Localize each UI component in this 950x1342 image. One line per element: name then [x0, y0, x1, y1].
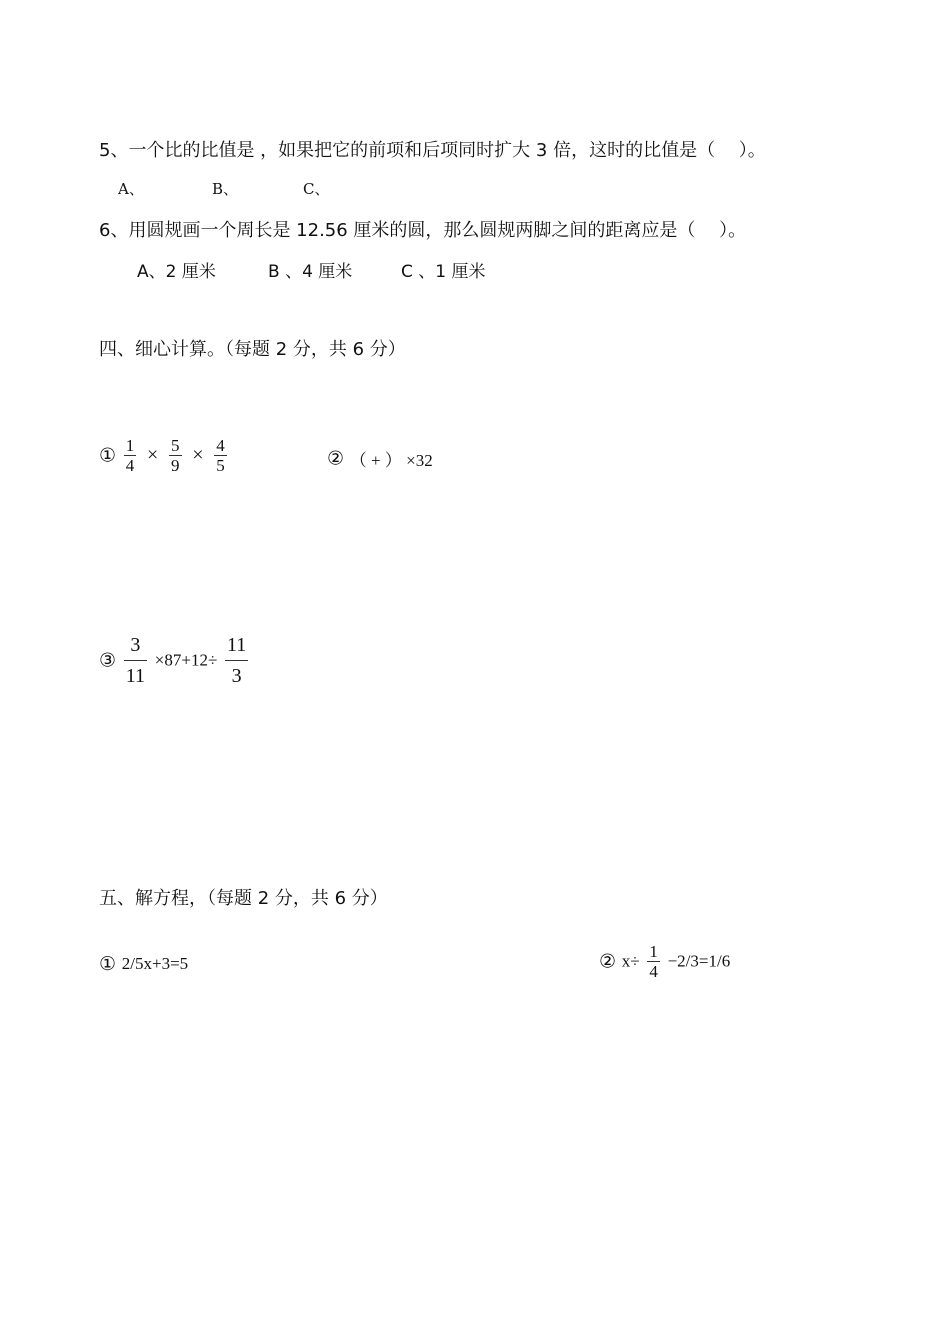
question-6-option-a: A、2 厘米: [137, 262, 216, 282]
fraction-5-9: [169, 436, 182, 475]
question-6-text: 6、用圆规画一个周长是 12.56 厘米的圆，那么圆规两脚之间的距离应是（ ）。: [99, 220, 747, 241]
question-6: [99, 216, 746, 242]
problem-2-marker: ②: [327, 447, 345, 470]
section-5-heading: 五、解方程，（每题 2 分，共 6 分）: [99, 888, 388, 909]
calc-problem-1: [99, 436, 229, 475]
fraction-3-11: [124, 630, 147, 691]
denominator: 4: [125, 456, 135, 475]
denominator: 5: [216, 456, 225, 475]
denominator: 3: [225, 660, 248, 691]
denominator: 4: [649, 962, 658, 981]
numerator: 4: [216, 436, 225, 455]
section-4-heading: 四、细心计算。（每题 2 分，共 6 分）: [99, 339, 406, 360]
equation-2-marker: ②: [599, 950, 617, 973]
equation-1: [99, 953, 188, 975]
equation-2-prefix: x÷: [621, 951, 640, 971]
equation-1-marker: ①: [99, 953, 117, 975]
calc-problem-2: [327, 446, 433, 471]
numerator: 1: [125, 436, 135, 455]
question-5-text: 5、一个比的比值是 ，如果把它的前项和后项同时扩大 3 倍，这时的比值是（ ）。: [99, 140, 766, 161]
fraction-1-4: [124, 436, 137, 475]
equation-2: [599, 942, 730, 981]
question-5: [99, 136, 766, 162]
fraction-1-4: [647, 942, 660, 981]
question-6-option-c: C 、1 厘米: [401, 262, 486, 282]
fraction-11-3: [225, 630, 248, 691]
calc-problem-3: [99, 630, 250, 691]
problem-1-marker: ①: [99, 444, 117, 467]
question-6-option-b: B 、4 厘米: [268, 262, 353, 282]
equation-1-expression: 2/5x+3=5: [121, 954, 189, 973]
times-sign: ×: [192, 444, 204, 466]
numerator: 5: [171, 436, 180, 455]
numerator: 3: [130, 634, 141, 656]
fraction-4-5: [214, 436, 227, 475]
times-sign: ×: [147, 444, 159, 466]
numerator: 11: [227, 634, 247, 656]
equation-2-suffix: −2/3=1/6: [667, 951, 731, 971]
question-5-option-c: C、: [303, 180, 330, 198]
question-5-option-b: B、: [212, 180, 239, 198]
problem-3-marker: ③: [99, 649, 117, 672]
problem-2-expression: （ + ） ×32: [349, 451, 433, 470]
problem-3-middle: ×87+12÷: [154, 650, 218, 670]
numerator: 1: [649, 942, 658, 961]
denominator: 9: [171, 456, 180, 475]
denominator: 11: [124, 660, 147, 691]
question-5-option-a: A、: [118, 180, 144, 198]
